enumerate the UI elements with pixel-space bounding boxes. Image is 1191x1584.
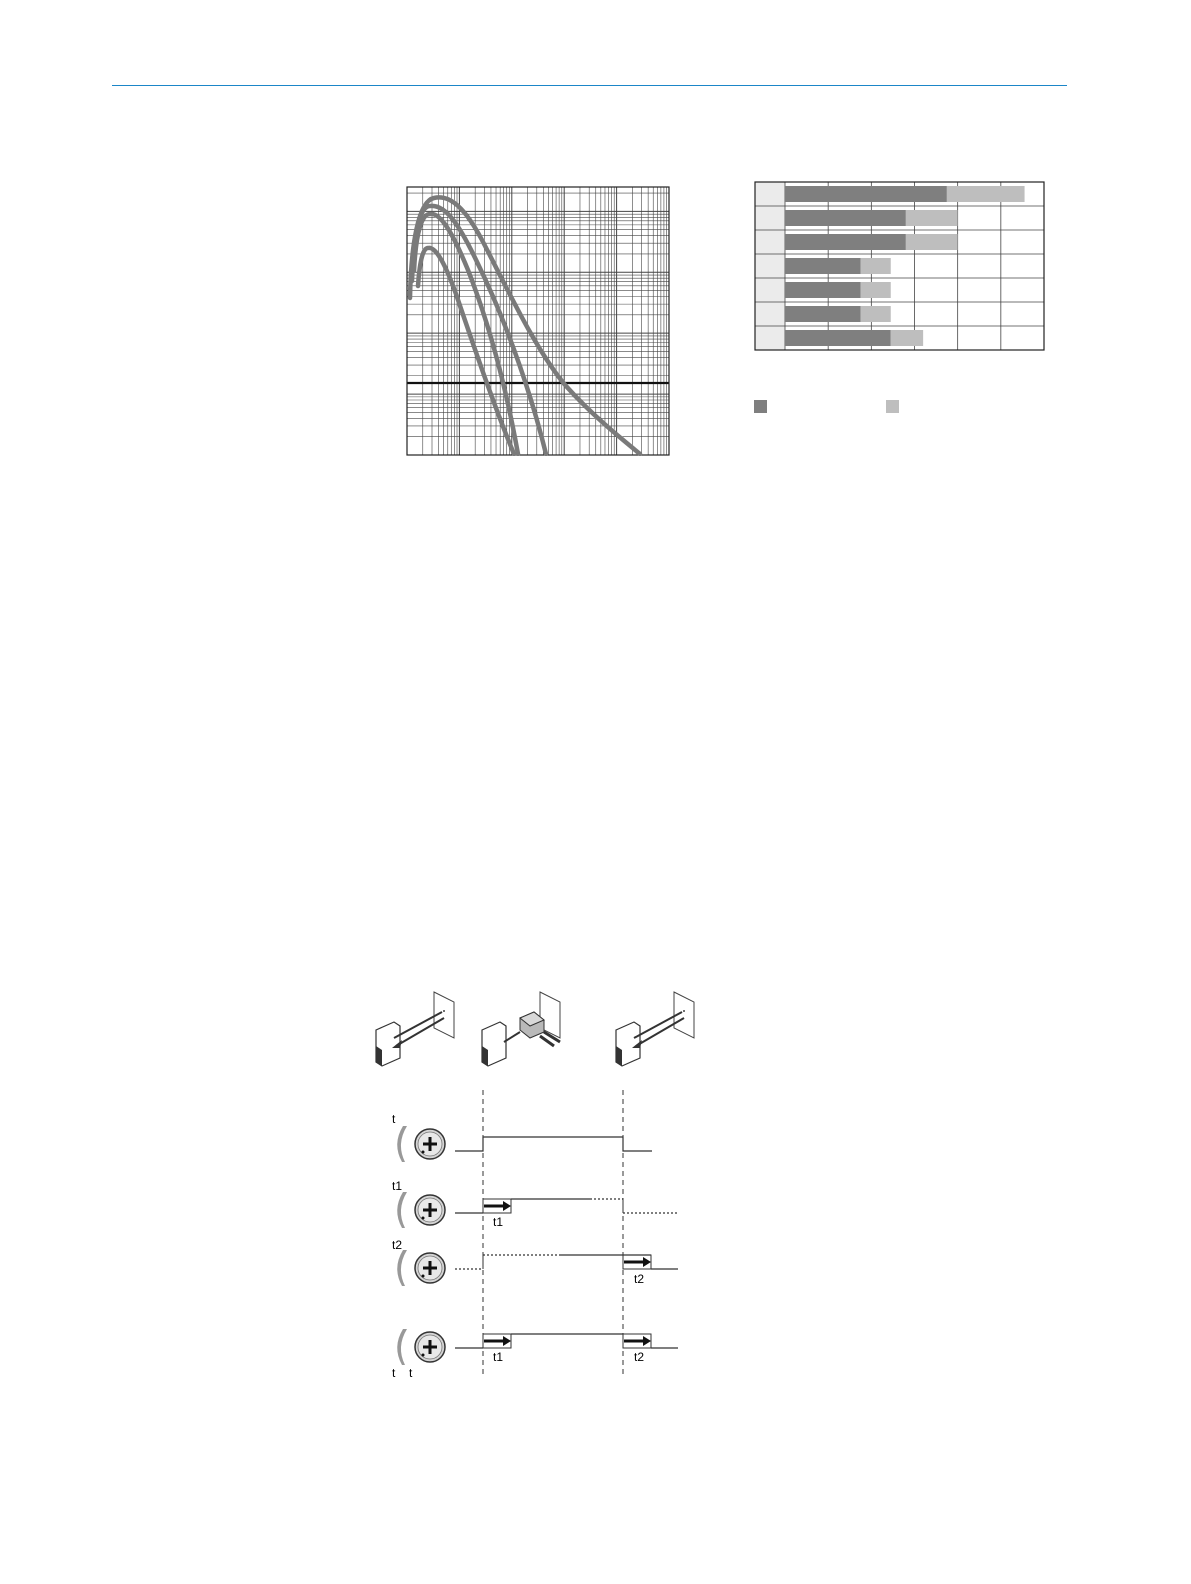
row-label-2: t1 [392, 1179, 403, 1193]
legend-swatch-dark [754, 400, 767, 413]
signal-line-on-delay [455, 1199, 678, 1213]
bar-segment-primary [785, 258, 861, 274]
signal-line-direct [455, 1137, 652, 1151]
sensor-light-beam-icon [616, 992, 694, 1066]
bar-segment-secondary [861, 258, 891, 274]
adjustment-knob-plus-icon [397, 1250, 445, 1286]
bar-segment-primary [785, 306, 861, 322]
signal-line-off-delay [455, 1255, 678, 1269]
adjustment-knob-plus-icon [397, 1329, 445, 1365]
adjustment-knob-plus-icon [397, 1192, 445, 1228]
footer-label-2: t [409, 1366, 413, 1380]
bar-segment-secondary [861, 282, 891, 298]
signal-line-on-off-delay [455, 1334, 678, 1348]
bar-segment-secondary [947, 186, 1025, 202]
adjustment-knob-plus-icon [397, 1126, 445, 1162]
bar-segment-secondary [891, 330, 923, 346]
delay-label-t1-combined: t1 [493, 1350, 504, 1364]
bar-segment-secondary [906, 210, 958, 226]
bar-segment-primary [785, 282, 861, 298]
legend-swatch-light [886, 400, 899, 413]
header-rule [112, 85, 1067, 86]
timing-diagram [360, 985, 700, 1385]
bar-segment-primary [785, 186, 947, 202]
row-label-3: t2 [392, 1238, 403, 1252]
delay-label-t2-combined: t2 [634, 1350, 645, 1364]
row-label-1: t [392, 1112, 396, 1126]
sensor-light-beam-icon [376, 992, 454, 1066]
bar-segment-primary [785, 234, 906, 250]
stacked-bar-chart [752, 180, 1048, 355]
delay-label-t1: t1 [493, 1215, 504, 1229]
bar-segment-secondary [861, 306, 891, 322]
sensor-blocked-object-icon [482, 992, 560, 1066]
bar-segment-primary [785, 210, 906, 226]
footer-label-1: t [392, 1366, 396, 1380]
bar-segment-primary [785, 330, 891, 346]
excess-gain-chart [406, 186, 670, 456]
bar-segment-secondary [906, 234, 958, 250]
delay-label-t2: t2 [634, 1272, 645, 1286]
